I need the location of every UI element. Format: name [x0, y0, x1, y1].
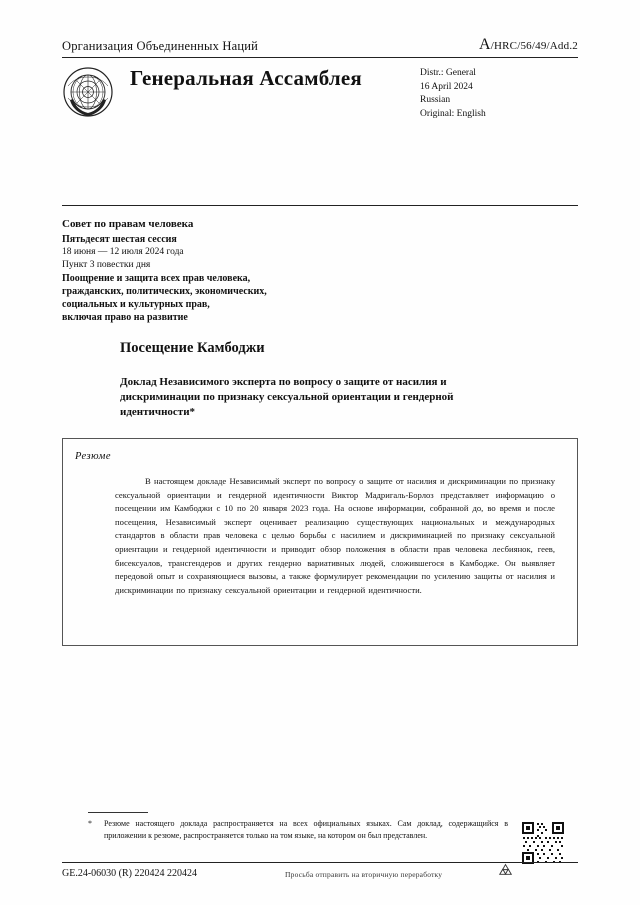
distr-line-0: Distr.: General: [420, 68, 476, 78]
footnote-marker: *: [88, 819, 92, 828]
footnote: [88, 818, 508, 841]
council-body-name: Совет по правам человека: [62, 218, 194, 230]
distr-line-3: Original: English: [420, 108, 486, 119]
distr-line-1: 16 April 2024: [420, 81, 473, 92]
un-emblem-icon: [62, 66, 114, 118]
council-dates: 18 июня — 12 июля 2024 года: [62, 247, 184, 257]
header-main: [62, 60, 578, 132]
footnote-divider: [88, 812, 148, 813]
qr-code: [520, 820, 566, 866]
footnote-text: Резюме настоящего доклада распространяется на всех официальных языках. Сам доклад, содержащийся в приложении к резюме, распространяется только на том языке, на котором он был представлен.: [104, 819, 508, 840]
document-symbol: [479, 36, 578, 54]
summary-text: В настоящем докладе Независимый эксперт по вопросу о защите от насилия и дискриминации по признаку сексуальной ориентации и гендерной идентичности Виктор Мадригаль-Борлоз представляет информацию о посещении им Камбоджи с 10 по 20 января 2023 года. На основе информации, собранной до, во время и после посещения, Независимый эксперт оценивает реализацию существующих национальных и международных стандартов в области прав человека с целью борьбы с насилием и дискриминацией по признаку сексуальной ориентации и гендерной идентичности и приводит обзор положения в области прав человека лесбиянок, геев, бисексуалов, трансгендеров и других гендерно вариативных людей, сложившегося в Камбодже. Он выявляет передовой опыт и сохраняющиеся вызовы, а также формулирует рекомендации по усилению защиты от насилия и дискриминации по признаку сексуальной ориентации и гендерной идентичности.: [115, 476, 555, 595]
council-agenda-line-0: Поощрение и защита всех прав человека,: [62, 273, 251, 284]
header-divider-bottom: [62, 205, 578, 206]
header-divider-top: [62, 57, 578, 58]
document-header: [62, 36, 578, 132]
recycle-icon: [497, 862, 514, 879]
distribution-block: [420, 67, 486, 121]
assembly-title: Генеральная Ассамблея: [130, 66, 362, 90]
council-agenda-line-1: гражданских, политических, экономических,: [62, 286, 267, 297]
job-number: GE.24-06030 (R) 220424 220424: [62, 868, 197, 879]
symbol-rest: /HRC/56/49/Add.2: [490, 40, 578, 52]
report-title: Доклад Независимого эксперта по вопросу о защите от насилия и дискриминации по признаку сексуальной ориентации и гендерной идентичности*: [120, 376, 454, 418]
recycle-text: Просьба отправить на вторичную переработку: [285, 870, 443, 879]
symbol-prefix: A: [478, 36, 491, 53]
council-block: [62, 218, 578, 324]
council-session: Пятьдесят шестая сессия: [62, 234, 177, 245]
council-agenda-line-2: социальных и культурных прав,: [62, 299, 210, 310]
distr-line-2: Russian: [420, 95, 451, 105]
visit-title: Посещение Камбоджи: [120, 340, 265, 356]
council-agenda-line-3: включая право на развитие: [62, 312, 188, 323]
organization-name: Организация Объединенных Наций: [62, 39, 259, 53]
summary-label: Резюме: [75, 451, 112, 462]
summary-box: [62, 438, 578, 646]
header-top-row: [62, 36, 578, 54]
council-agenda-item: Пункт 3 повестки дня: [62, 260, 151, 270]
